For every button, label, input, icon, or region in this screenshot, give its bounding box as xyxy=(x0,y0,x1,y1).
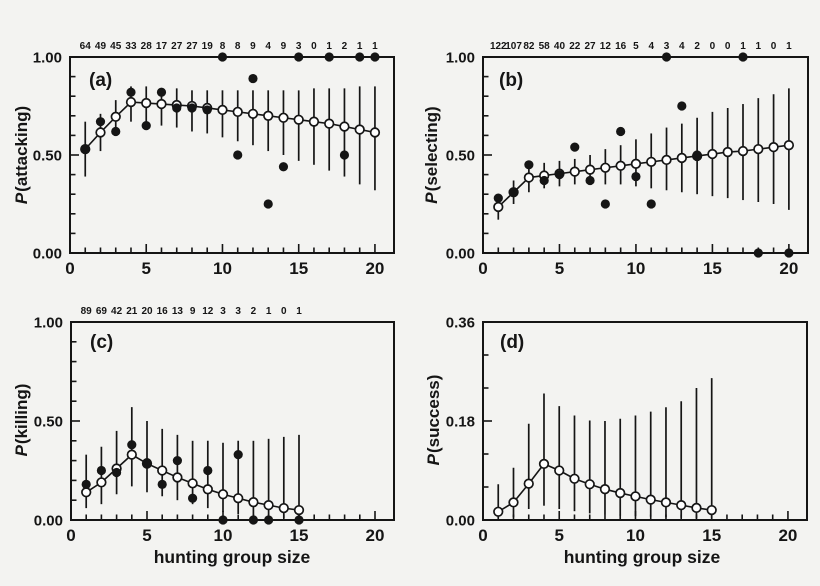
model-point xyxy=(646,495,655,504)
model-point xyxy=(525,173,534,182)
panel-d-label: (d) xyxy=(500,332,525,353)
sample-size: 27 xyxy=(584,41,596,52)
model-point xyxy=(173,473,182,482)
x-tick-label: 5 xyxy=(554,526,564,545)
sample-size: 28 xyxy=(140,41,152,52)
sample-size: 89 xyxy=(80,306,92,317)
sample-size: 0 xyxy=(281,306,287,317)
model-point xyxy=(111,112,120,121)
observed-point xyxy=(325,52,334,61)
sample-size: 45 xyxy=(110,41,122,52)
model-point xyxy=(96,128,105,137)
observed-point xyxy=(188,494,197,503)
model-point xyxy=(294,115,303,124)
sample-size: 122 xyxy=(489,41,507,52)
sample-size: 16 xyxy=(615,41,627,52)
model-point xyxy=(97,478,106,487)
model-point xyxy=(264,501,273,510)
observed-points xyxy=(494,52,794,257)
sample-size: 1 xyxy=(296,306,302,317)
panel-c-canvas xyxy=(0,293,410,586)
model-point xyxy=(723,148,732,157)
ylabel-text: (success) xyxy=(424,374,443,454)
model-point xyxy=(692,504,701,513)
sample-size-row xyxy=(80,41,378,52)
sample-size: 2 xyxy=(250,306,257,317)
observed-point xyxy=(616,127,625,136)
x-axis xyxy=(478,511,797,545)
sample-size: 1 xyxy=(265,306,272,317)
observed-point xyxy=(203,466,212,475)
y-tick-label: 1.00 xyxy=(32,49,62,67)
panel-c-ylabel xyxy=(12,310,32,530)
panel-b-ylabel xyxy=(422,45,442,265)
sample-size: 40 xyxy=(553,41,566,52)
y-tick-label: 0.50 xyxy=(33,413,63,431)
observed-point xyxy=(677,101,686,110)
sample-size: 27 xyxy=(186,41,198,52)
panel-c-plot xyxy=(0,293,410,586)
sample-size: 82 xyxy=(523,41,535,52)
x-axis xyxy=(478,244,798,278)
sample-size: 107 xyxy=(505,41,522,52)
x-tick-label: 10 xyxy=(626,526,645,545)
sample-size: 42 xyxy=(111,306,123,317)
sample-size: 33 xyxy=(125,41,137,52)
sample-size: 9 xyxy=(280,41,287,52)
model-point xyxy=(601,163,610,172)
sample-size: 49 xyxy=(94,41,107,52)
model-point xyxy=(586,165,595,174)
x-tick-label: 20 xyxy=(778,526,798,545)
y-axis xyxy=(446,315,492,530)
observed-point xyxy=(203,105,212,114)
sample-size-row xyxy=(81,306,303,317)
x-tick-label: 15 xyxy=(289,259,309,278)
y-tick-label: 0.18 xyxy=(445,413,475,431)
y-tick-label: 0.00 xyxy=(33,512,63,530)
panel-d-canvas xyxy=(410,293,820,586)
x-tick-label: 5 xyxy=(142,526,152,545)
observed-point xyxy=(96,117,105,126)
observed-point xyxy=(233,150,242,159)
sample-size: 3 xyxy=(220,306,226,317)
model-point xyxy=(158,466,167,475)
model-point xyxy=(570,474,579,483)
plot-frame xyxy=(71,322,394,520)
model-point xyxy=(142,99,151,108)
observed-point xyxy=(601,199,610,208)
observed-points xyxy=(81,52,380,208)
model-point xyxy=(325,119,334,128)
x-tick-label: 0 xyxy=(66,526,76,545)
model-point xyxy=(708,150,717,159)
observed-point xyxy=(738,52,747,61)
y-tick-label: 0.00 xyxy=(445,245,475,263)
model-point xyxy=(494,203,503,212)
observed-point xyxy=(509,188,518,197)
model-point xyxy=(631,492,640,501)
model-point xyxy=(280,504,289,513)
model-point xyxy=(647,158,656,167)
model-point xyxy=(279,113,288,122)
x-tick-label: 15 xyxy=(702,526,722,545)
model-point xyxy=(233,108,242,117)
sample-size: 8 xyxy=(219,41,226,52)
observed-point xyxy=(279,162,288,171)
panel-d-xlabel: hunting group size xyxy=(563,547,721,567)
model-point xyxy=(219,490,228,499)
model-point xyxy=(632,160,641,169)
model-point xyxy=(524,479,533,488)
sample-size: 3 xyxy=(235,306,241,317)
model-point xyxy=(707,506,716,515)
panel-c-xlabel: hunting group size xyxy=(153,547,311,567)
panel-d-plot xyxy=(410,293,820,586)
sample-size: 27 xyxy=(171,41,183,52)
x-tick-label: 10 xyxy=(213,526,233,545)
sample-size: 12 xyxy=(202,306,214,317)
sample-size: 0 xyxy=(311,41,317,52)
observed-point xyxy=(97,466,106,475)
x-tick-label: 0 xyxy=(478,259,488,278)
y-tick-label: 0.36 xyxy=(445,314,475,332)
sample-size: 20 xyxy=(141,306,153,317)
ylabel-text: (selecting) xyxy=(422,106,441,192)
sample-size: 12 xyxy=(599,41,611,52)
model-point xyxy=(82,488,91,497)
observed-point xyxy=(647,199,656,208)
y-axis xyxy=(446,50,492,263)
model-point xyxy=(570,167,579,176)
x-tick-label: 0 xyxy=(65,259,75,278)
observed-point xyxy=(494,194,503,203)
observed-point xyxy=(540,176,549,185)
y-tick-label: 0.00 xyxy=(445,512,475,530)
observed-point xyxy=(112,468,121,477)
model-point xyxy=(739,147,748,156)
model-point xyxy=(616,489,625,498)
sample-size: 3 xyxy=(295,41,302,52)
observed-point xyxy=(187,103,196,112)
y-tick-label: 1.00 xyxy=(33,314,63,332)
sample-size: 0 xyxy=(709,41,716,52)
sample-size: 13 xyxy=(171,306,183,317)
model-point xyxy=(494,507,503,516)
model-point xyxy=(249,110,258,119)
x-tick-label: 10 xyxy=(626,259,646,278)
sample-size: 1 xyxy=(755,41,762,52)
sample-size: 3 xyxy=(663,41,670,52)
sample-size: 8 xyxy=(234,41,241,52)
model-point xyxy=(355,125,364,134)
model-point xyxy=(264,112,273,121)
y-axis xyxy=(34,315,80,530)
model-point xyxy=(295,506,304,515)
panel-b-canvas xyxy=(410,0,820,293)
observed-point xyxy=(111,127,120,136)
panel-d-ylabel xyxy=(424,310,444,530)
panel-b-label: (b) xyxy=(499,70,524,91)
sample-size: 64 xyxy=(79,41,91,52)
observed-point xyxy=(370,52,379,61)
observed-point xyxy=(264,199,273,208)
model-point xyxy=(340,122,349,131)
observed-point xyxy=(631,172,640,181)
observed-point xyxy=(142,121,151,130)
plot-frame xyxy=(483,57,808,253)
observed-point xyxy=(158,480,167,489)
y-tick-label: 1.00 xyxy=(445,49,475,67)
sample-size: 19 xyxy=(201,41,213,52)
model-point xyxy=(310,117,319,126)
sample-size: 1 xyxy=(372,41,378,52)
observed-point xyxy=(662,52,671,61)
error-bars xyxy=(498,378,711,518)
x-tick-label: 10 xyxy=(213,259,232,278)
model-point xyxy=(754,145,763,154)
model-point xyxy=(204,485,213,494)
ylabel-text: (attacking) xyxy=(12,105,31,192)
model-point xyxy=(234,494,243,503)
ylabel-p-italic: P xyxy=(12,445,31,457)
observed-point xyxy=(784,248,793,257)
ylabel-p-italic: P xyxy=(424,454,443,466)
sample-size-row xyxy=(490,41,792,52)
observed-point xyxy=(142,458,151,467)
sample-size: 0 xyxy=(770,41,777,52)
y-tick-label: 0.00 xyxy=(32,245,62,263)
model-point xyxy=(601,485,610,494)
observed-point xyxy=(249,515,258,524)
sample-size: 4 xyxy=(648,41,655,52)
model-point xyxy=(127,98,136,107)
observed-point xyxy=(127,440,136,449)
observed-point xyxy=(173,456,182,465)
model-point xyxy=(616,161,625,170)
panel-c-label: (c) xyxy=(90,332,114,353)
model-point xyxy=(662,498,671,507)
panel-a-canvas xyxy=(0,0,410,293)
observed-point xyxy=(234,450,243,459)
sample-size: 4 xyxy=(265,41,271,52)
sample-size: 22 xyxy=(569,41,581,52)
sample-size: 4 xyxy=(679,41,685,52)
sample-size: 9 xyxy=(189,306,196,317)
observed-point xyxy=(218,515,227,524)
observed-point xyxy=(264,515,273,524)
ylabel-p-italic: P xyxy=(422,192,441,204)
model-point xyxy=(157,100,166,109)
sample-size: 1 xyxy=(326,41,332,52)
sample-size: 1 xyxy=(356,41,363,52)
x-tick-label: 5 xyxy=(141,259,151,278)
panel-a-ylabel xyxy=(12,45,32,265)
sample-size: 2 xyxy=(341,41,348,52)
x-tick-label: 0 xyxy=(478,526,488,545)
model-point xyxy=(677,501,686,510)
observed-point xyxy=(754,248,763,257)
observed-point xyxy=(218,52,227,61)
x-tick-label: 20 xyxy=(779,259,799,278)
model-point xyxy=(678,154,687,163)
model-point xyxy=(540,460,549,469)
model-point xyxy=(509,498,518,507)
sample-size: 0 xyxy=(724,41,731,52)
model-point xyxy=(555,466,564,475)
y-tick-label: 0.50 xyxy=(32,147,62,165)
observed-point xyxy=(585,176,594,185)
observed-point xyxy=(524,160,533,169)
panel-b-plot xyxy=(410,0,820,298)
sample-size: 1 xyxy=(786,41,792,52)
plot-frame xyxy=(483,322,807,520)
model-point xyxy=(218,106,227,115)
observed-point xyxy=(248,74,257,83)
sample-size: 58 xyxy=(538,41,550,52)
model-point xyxy=(188,479,197,488)
observed-point xyxy=(172,103,181,112)
x-axis xyxy=(65,244,384,278)
observed-point xyxy=(157,88,166,97)
sample-size: 1 xyxy=(740,41,746,52)
sample-size: 5 xyxy=(633,41,639,52)
sample-size: 16 xyxy=(156,306,168,317)
model-point xyxy=(371,128,380,137)
sample-size: 69 xyxy=(95,306,107,317)
x-tick-label: 20 xyxy=(365,526,385,545)
panel-a-label: (a) xyxy=(89,70,113,91)
panel-a-plot xyxy=(0,0,410,298)
ylabel-p-italic: P xyxy=(12,192,31,205)
y-axis xyxy=(33,50,79,263)
x-tick-label: 20 xyxy=(365,259,385,278)
observed-point xyxy=(126,88,135,97)
y-tick-label: 0.50 xyxy=(445,147,475,165)
observed-point xyxy=(294,515,303,524)
x-tick-label: 15 xyxy=(289,526,309,545)
model-point xyxy=(585,480,594,489)
observed-point xyxy=(693,150,702,159)
observed-point xyxy=(555,170,564,179)
model-point xyxy=(128,450,137,459)
observed-point xyxy=(355,52,364,61)
sample-size: 2 xyxy=(694,41,700,52)
ylabel-text: (killing) xyxy=(12,383,31,445)
model-point xyxy=(249,498,258,507)
observed-point xyxy=(340,150,349,159)
x-tick-label: 5 xyxy=(554,259,565,278)
x-tick-label: 15 xyxy=(702,259,722,278)
sample-size: 9 xyxy=(250,41,256,52)
observed-point xyxy=(294,52,303,61)
observed-point xyxy=(82,480,91,489)
observed-point xyxy=(570,143,579,152)
observed-point xyxy=(81,145,90,154)
model-point xyxy=(785,141,794,150)
model-point xyxy=(769,143,778,152)
model-point xyxy=(662,156,671,165)
sample-size: 17 xyxy=(155,41,168,52)
sample-size: 21 xyxy=(126,306,138,317)
